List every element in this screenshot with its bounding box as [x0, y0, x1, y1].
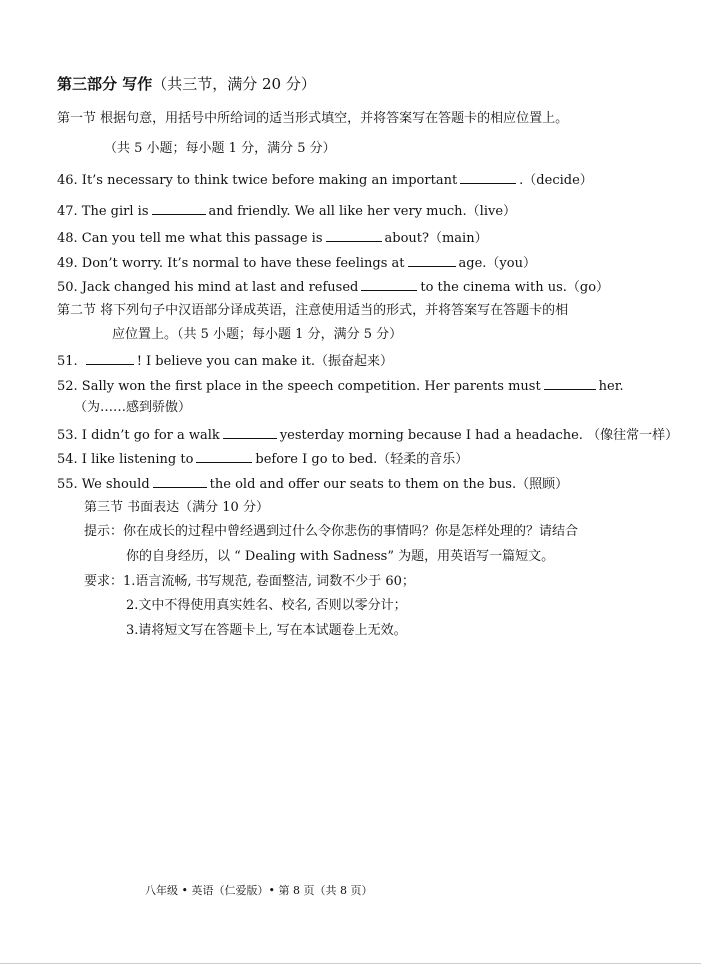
question-46-hint: .（decide） — [519, 173, 593, 188]
answer-blank-48[interactable] — [326, 229, 382, 242]
part3-requirement-2: 2.文中不得使用真实姓名、校名, 否则以零分计； — [126, 598, 407, 613]
question-53-text: 53. I didn’t go for a walk — [57, 428, 220, 443]
question-47-hint: and friendly. We all like her very much.（live） — [208, 204, 517, 219]
answer-blank-53[interactable] — [223, 426, 277, 439]
question-47 — [57, 202, 516, 220]
page-footer: 八年级 • 英语（仁爱版）• 第 8 页（共 8 页） — [145, 884, 373, 897]
part3-requirement-3: 3.请将短文写在答题卡上, 写在本试题卷上无效。 — [126, 623, 407, 638]
part3-prompt-line1: 提示：你在成长的过程中曾经遇到过什么令你悲伤的事情吗？你是怎样处理的？请结合 — [84, 524, 579, 539]
question-51-number: 51. — [57, 354, 78, 369]
part1-instruction: 第一节 根据句意，用括号中所给词的适当形式填空，并将答案写在答题卡的相应位置上。 — [57, 111, 569, 126]
question-49-text: 49. Don’t worry. It’s normal to have these feelings at — [57, 256, 405, 271]
part1-note: （共 5 小题；每小题 1 分，满分 5 分） — [104, 141, 336, 156]
question-55-text: 55. We should — [57, 477, 150, 492]
section-title-score: （共三节，满分 20 分） — [152, 75, 316, 93]
question-51-text: ! I believe you can make it.（振奋起来） — [136, 354, 394, 369]
answer-blank-47[interactable] — [152, 202, 206, 215]
question-54-end: before I go to bed.（轻柔的音乐） — [255, 452, 469, 467]
section-title — [57, 75, 316, 93]
part2-instruction-line2: 应位置上。（共 5 小题；每小题 1 分，满分 5 分） — [112, 327, 403, 342]
question-51 — [57, 352, 393, 370]
question-54-text: 54. I like listening to — [57, 452, 194, 467]
question-47-text: 47. The girl is — [57, 204, 149, 219]
question-55 — [57, 475, 568, 493]
part3-prompt-line2: 你的自身经历，以 “ Dealing with Sadness” 为题，用英语写一篇短文。 — [126, 549, 555, 564]
question-52 — [57, 377, 624, 395]
question-55-end: the old and offer our seats to them on the bus.（照顾） — [209, 477, 569, 492]
question-53-end: yesterday morning because I had a headache. （像往常一样） — [279, 428, 679, 443]
answer-blank-50[interactable] — [361, 278, 417, 291]
question-52-hint: （为……感到骄傲） — [74, 400, 192, 415]
answer-blank-46[interactable] — [460, 171, 516, 184]
answer-blank-54[interactable] — [196, 450, 252, 463]
answer-blank-52[interactable] — [544, 377, 596, 390]
answer-blank-49[interactable] — [408, 254, 456, 267]
question-50-hint: to the cinema with us.（go） — [420, 280, 610, 295]
question-49 — [57, 254, 536, 272]
answer-blank-55[interactable] — [153, 475, 207, 488]
answer-blank-51[interactable] — [86, 352, 134, 365]
question-46 — [57, 171, 593, 189]
question-54 — [57, 450, 468, 468]
section-title-main: 第三部分 写作 — [57, 75, 153, 93]
question-48-text: 48. Can you tell me what this passage is — [57, 231, 323, 246]
question-53 — [57, 426, 678, 444]
question-52-text: 52. Sally won the first place in the speech competition. Her parents must — [57, 379, 541, 394]
question-50-text: 50. Jack changed his mind at last and refused — [57, 280, 359, 295]
question-48 — [57, 229, 488, 247]
question-46-text: 46. It’s necessary to think twice before making an important — [57, 173, 458, 188]
part3-requirement-1: 要求：1.语言流畅, 书写规范, 卷面整洁, 词数不少于 60； — [84, 574, 415, 589]
question-49-hint: age.（you） — [458, 256, 536, 271]
bottom-divider — [0, 963, 701, 964]
question-50 — [57, 278, 609, 296]
question-52-end: her. — [598, 379, 624, 394]
part3-title: 第三节 书面表达（满分 10 分） — [84, 500, 269, 515]
question-48-hint: about?（main） — [384, 231, 488, 246]
part2-instruction-line1: 第二节 将下列句子中汉语部分译成英语，注意使用适当的形式，并将答案写在答题卡的相 — [57, 303, 569, 318]
